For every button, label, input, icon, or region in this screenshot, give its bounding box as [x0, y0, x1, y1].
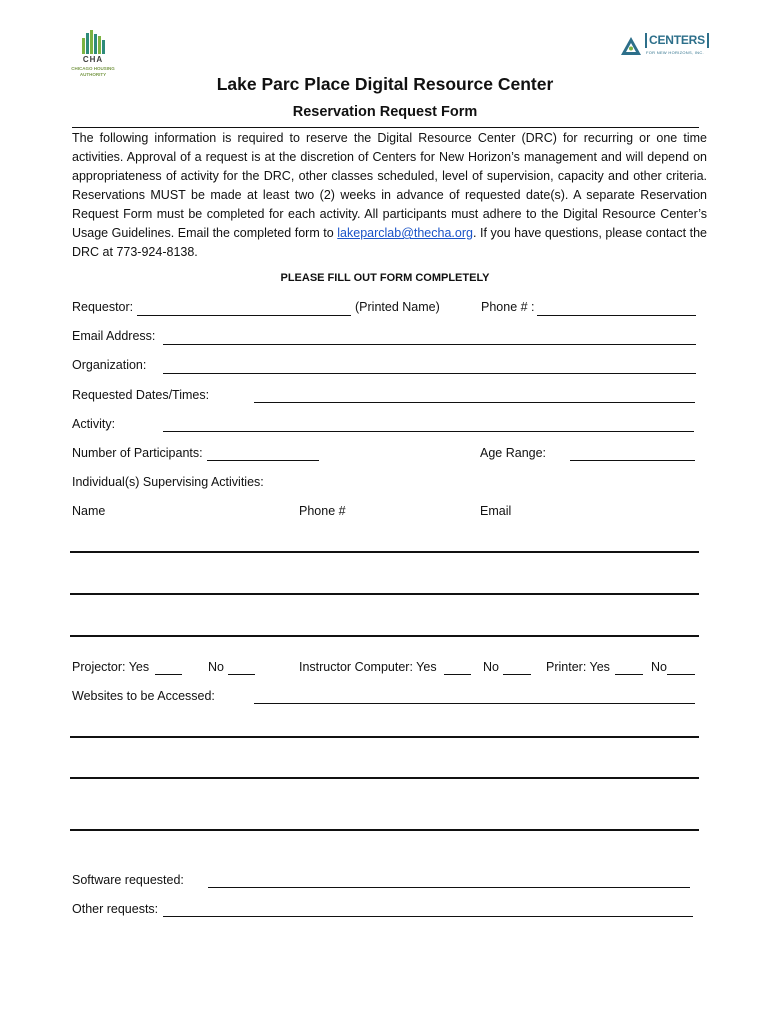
- websites-line-3[interactable]: [70, 829, 699, 831]
- cha-logo-subtitle: CHICAGO HOUSING: [71, 66, 115, 71]
- cha-logo-subtitle-2: AUTHORITY: [79, 72, 107, 77]
- supervisor-line-3[interactable]: [70, 635, 699, 637]
- requestor-label: Requestor:: [72, 300, 134, 314]
- other-requests-label: Other requests:: [72, 902, 159, 916]
- supervisor-line-2[interactable]: [70, 593, 699, 595]
- websites-label: Websites to be Accessed:: [72, 689, 215, 703]
- printer-no-label: No: [651, 660, 667, 674]
- projector-yes-label: Projector: Yes: [72, 660, 150, 674]
- centers-logo-subtitle: FOR NEW HORIZONS, INC.: [646, 50, 704, 55]
- projector-no-label: No: [208, 660, 224, 674]
- cha-logo: [80, 30, 106, 54]
- software-label: Software requested:: [72, 873, 184, 887]
- instructor-no-label: No: [483, 660, 499, 674]
- printer-no-field[interactable]: [667, 674, 695, 675]
- page-title: Lake Parc Place Digital Resource Center: [216, 74, 554, 94]
- instructor-yes-field[interactable]: [444, 674, 471, 675]
- column-phone: Phone #: [299, 504, 346, 518]
- column-email: Email: [480, 504, 512, 518]
- organization-label: Organization:: [72, 358, 147, 372]
- websites-line-2[interactable]: [70, 777, 699, 779]
- activity-field[interactable]: [163, 431, 694, 432]
- age-range-label: Age Range:: [480, 446, 547, 460]
- supervising-label: Individual(s) Supervising Activities:: [72, 475, 264, 489]
- intro-paragraph: [72, 129, 707, 262]
- email-link[interactable]: lakeparclab@thecha.org: [337, 226, 473, 240]
- intro-text-end: . If you have questions, please contact the DRC at 773-924-8138.: [72, 226, 707, 259]
- websites-line-1[interactable]: [70, 736, 699, 738]
- activity-label: Activity:: [72, 417, 116, 431]
- software-field[interactable]: [208, 887, 690, 888]
- websites-field[interactable]: [254, 703, 695, 704]
- participants-label: Number of Participants:: [72, 446, 203, 460]
- printer-yes-field[interactable]: [615, 674, 643, 675]
- organization-field[interactable]: [163, 373, 696, 374]
- email-address-label: Email Address:: [72, 329, 156, 343]
- projector-yes-field[interactable]: [155, 674, 182, 675]
- age-range-field[interactable]: [570, 460, 695, 461]
- other-requests-field[interactable]: [163, 916, 693, 917]
- printer-yes-label: Printer: Yes: [546, 660, 610, 674]
- printed-name-label: (Printed Name): [355, 300, 440, 314]
- requestor-field[interactable]: [137, 315, 351, 316]
- column-name: Name: [72, 504, 106, 518]
- requested-dates-field[interactable]: [254, 402, 695, 403]
- phone-label: Phone # :: [481, 300, 535, 314]
- instructor-no-field[interactable]: [503, 674, 531, 675]
- centers-logo-icon: [620, 36, 642, 56]
- supervisor-line-1[interactable]: [70, 551, 699, 553]
- intro-text: The following information is required to reserve the Digital Resource Center (DRC) for recurring or one time activities. Approval of a request is at the discretion of Centers for New Horizon’s management and will depend on appropriateness of activity for the DRC, other classes scheduled, level of supervision, capacity and other criteria. Reservations MUST be made at least two (2) weeks in advance of requested date(s). A separate Reservation Request Form must be completed for each activity. All participants must adhere to the Digital Resource Center’s Usage Guidelines. Email the completed form to: [72, 131, 707, 240]
- fill-instruction: PLEASE FILL OUT FORM COMPLETELY: [280, 272, 490, 284]
- centers-logo-text: CENTERS: [645, 33, 709, 48]
- requested-dates-label: Requested Dates/Times:: [72, 388, 210, 402]
- cha-logo-text: CHA: [82, 55, 104, 64]
- form-subtitle: Reservation Request Form: [292, 104, 478, 120]
- email-address-field[interactable]: [163, 344, 696, 345]
- instructor-yes-label: Instructor Computer: Yes: [299, 660, 437, 674]
- projector-no-field[interactable]: [228, 674, 255, 675]
- participants-field[interactable]: [207, 460, 319, 461]
- phone-field[interactable]: [537, 315, 696, 316]
- title-divider: [72, 127, 699, 128]
